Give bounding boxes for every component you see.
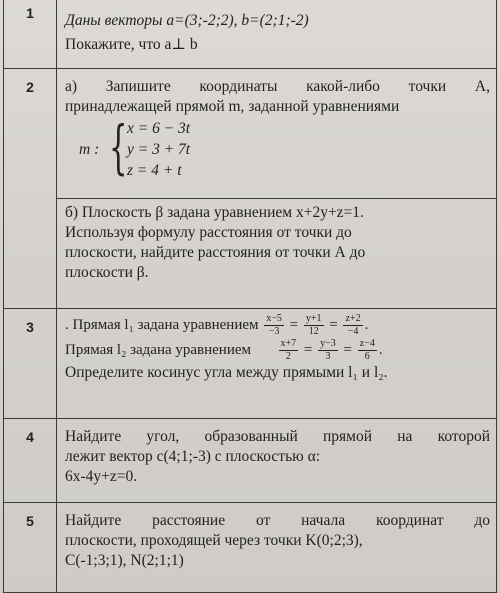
- task-line: . Прямая l₁ задана уравнением $\frac{x-5}{-3}$ = $\frac{y+1}{12}$ = $\frac{z+2}{-4}$ .: [65, 313, 369, 337]
- task-text: Прямая l₂ задана уравнением: [65, 341, 252, 358]
- system-equation: x = 6 − 3t: [127, 120, 191, 137]
- task-row-2b: [4, 199, 497, 309]
- task-line: Покажите, что a⊥ b: [65, 36, 198, 53]
- task-line: лежит вектор c(4;1;-3) с плоскостью α:: [65, 448, 321, 465]
- task-line: Определите косинус угла между прямыми l₁ и l₂.: [65, 364, 388, 381]
- task-row-1: [4, 0, 497, 69]
- task-row-2a: [4, 69, 497, 199]
- fraction: [264, 313, 284, 338]
- denominator: 12: [308, 326, 319, 337]
- brace-icon: {: [109, 113, 128, 181]
- numerator: z−4: [359, 338, 375, 349]
- fraction: [358, 338, 377, 363]
- denominator: 2: [285, 351, 291, 362]
- denominator: −3: [268, 326, 280, 337]
- fraction: [343, 313, 362, 338]
- task-content: [57, 0, 497, 69]
- denominator: 3: [325, 351, 331, 362]
- denominator: −4: [347, 326, 359, 337]
- task-content: [57, 69, 497, 199]
- task-content: [57, 199, 497, 309]
- numerator: y−3: [320, 338, 336, 349]
- fraction: [279, 338, 299, 363]
- task-line: Используя формулу расстояния от точки до: [65, 224, 352, 241]
- numerator: y+1: [305, 313, 322, 324]
- system-equation: z = 4 + t: [127, 162, 182, 179]
- numerator: x−5: [266, 313, 282, 324]
- task-line: 6x-4y+z=0.: [65, 468, 138, 485]
- tasks-table: [3, 0, 497, 593]
- system-label: m :: [79, 141, 100, 158]
- task-line: Найдите угол, образованный прямой на которой: [65, 428, 490, 445]
- task-content: [57, 419, 497, 503]
- task-line: плоскости, проходящей через точки K(0;2;3),: [65, 532, 363, 549]
- numerator: x+7: [280, 338, 297, 349]
- task-line: а) Запишите координаты какой-либо точки А,: [65, 78, 490, 95]
- task-line: Прямая l₂ задана уравнением $\frac{x+7}{2}$ = $\frac{y-3}{3}$ = $\frac{z-4}{6}$ .: [65, 338, 383, 362]
- task-number: 3: [4, 309, 57, 419]
- task-line: плоскости, найдите расстояния от точки А до: [65, 244, 366, 261]
- task-text: . Прямая l₁ задана уравнением: [65, 316, 259, 333]
- task-row-4: [4, 419, 497, 503]
- system-equation: y = 3 + 7t: [127, 141, 191, 158]
- task-content: [57, 309, 497, 419]
- task-line: б) Плоскость β задана уравнением x+2y+z=1.: [65, 204, 364, 221]
- fraction: [304, 313, 324, 338]
- task-content: [57, 503, 497, 593]
- numerator: z+2: [345, 313, 361, 324]
- task-number: 5: [4, 503, 57, 593]
- task-number: 1: [4, 0, 57, 69]
- line-equation-system: [79, 113, 490, 183]
- task-line: Даны векторы a=(3;-2;2), b=(2;1;-2): [65, 12, 309, 29]
- task-row-3: [4, 309, 497, 419]
- task-line: C(-1;3;1), N(2;1;1): [65, 552, 184, 569]
- task-number: 4: [4, 419, 57, 503]
- task-line: плоскости β.: [65, 264, 149, 281]
- task-line: Найдите расстояние от начала координат до: [65, 512, 490, 529]
- task-number: 2: [4, 69, 57, 309]
- fraction: [318, 338, 338, 363]
- denominator: 6: [364, 351, 370, 362]
- task-row-5: [4, 503, 497, 593]
- task-line: принадлежащей прямой m, заданной уравнениями: [65, 98, 400, 115]
